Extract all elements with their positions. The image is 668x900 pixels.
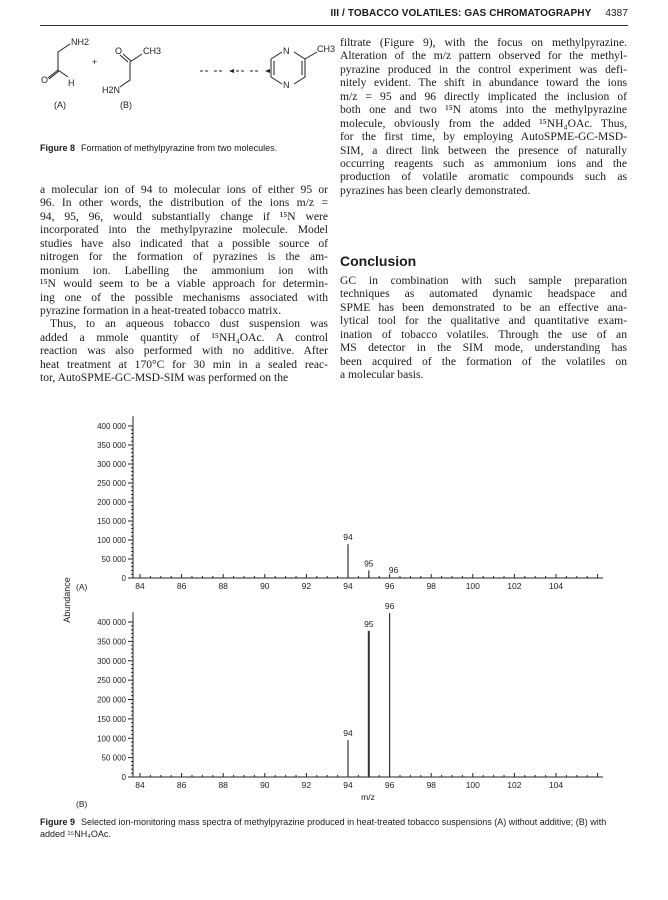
- text-line: lytical tool for the qualitative and quantitative exam-: [340, 314, 627, 328]
- figure-9-caption: [40, 816, 628, 840]
- panel-label: (A): [76, 582, 88, 592]
- x-tick-label: 96: [384, 581, 395, 591]
- x-tick-label: 94: [343, 581, 353, 591]
- text-line: been acquired of the formation of the volatiles on: [340, 354, 627, 368]
- text-line: 94, 95, 96, would substantially change if ¹⁵N were: [40, 209, 328, 223]
- panel-label: (B): [76, 799, 88, 809]
- text-line: SIM, a direct link between the presence of naturally: [340, 143, 627, 157]
- x-tick-label: 92: [301, 581, 312, 591]
- text-line: techniques as automated dynamic headspace and: [340, 287, 627, 301]
- text-line: a molecular ion of 94 to molecular ions of either 95 or: [40, 183, 328, 196]
- peak-label: 95: [364, 558, 374, 569]
- text-line: production of volatile aromatic compounds such as: [340, 170, 627, 184]
- text-line: Thus, to an aqueous tobacco dust suspension was: [50, 317, 328, 331]
- peak-label: 95: [364, 618, 374, 629]
- molecule-a-label: (A): [54, 100, 66, 110]
- section-title-conclusion: Conclusion: [340, 253, 417, 269]
- peak-label: 94: [343, 728, 353, 739]
- text-line: pyrazines has been clearly demonstrated.: [340, 183, 531, 197]
- y-tick-label: 250 000: [97, 676, 126, 686]
- text-line: pyrazine produced in the control experiment was defi-: [340, 62, 627, 76]
- ch3-label-b: CH3: [143, 46, 162, 56]
- text-line: nitely evident. The shift in abundance toward the ions: [340, 76, 627, 90]
- x-tick-label: 88: [218, 780, 228, 790]
- text-line: filtrate (Figure 9), with the focus on methylpyrazine.: [340, 36, 627, 49]
- y-tick-label: 50 000: [101, 753, 126, 763]
- text-line: 96. In other words, the distribution of the ions m/z =: [40, 196, 328, 210]
- plus-sign: +: [92, 57, 98, 67]
- oxygen-label-a: O: [41, 75, 49, 85]
- text-line: studies have also indicated that a possible source of: [40, 236, 328, 250]
- text-line: monium ion. Labelling the ammonium ion with: [40, 263, 328, 277]
- x-tick-label: 98: [426, 581, 436, 591]
- text-line: molecule, obviously from the added ¹⁵NH₄OAc. Thus,: [340, 116, 627, 130]
- nitrogen-label-1: N: [283, 46, 290, 56]
- text-line: pyrazine formation in a heat-treated tobacco matrix.: [40, 303, 282, 317]
- text-line: incorporated into the methylpyrazine molecule. Model: [40, 223, 328, 237]
- y-tick-label: 200 000: [97, 498, 126, 507]
- text-line: SPME has been demonstrated to be an effective ana-: [340, 300, 627, 314]
- running-header: [331, 8, 628, 19]
- page-number: 4387: [605, 8, 628, 19]
- text-line: a molecular basis.: [340, 368, 424, 382]
- y-tick-label: 250 000: [97, 479, 126, 488]
- text-line: MS detector in the SIM mode, understanding has: [340, 341, 627, 355]
- nh2-label: NH2: [71, 37, 90, 47]
- text-line: added a mmole quantity of ¹⁵NH₄OAc. A control: [40, 330, 328, 344]
- x-tick-label: 84: [135, 581, 145, 591]
- y-tick-label: 350 000: [97, 637, 126, 647]
- right-column-text: [340, 36, 627, 197]
- x-tick-label: 84: [135, 780, 145, 790]
- figure-9-chart: [0, 410, 668, 810]
- x-tick-label: 86: [176, 780, 187, 790]
- left-column-text: [40, 183, 328, 385]
- y-tick-label: 150 000: [97, 714, 126, 724]
- y-tick-label: 150 000: [97, 517, 126, 526]
- figure-8-caption: [40, 142, 277, 154]
- text-line: nitrogen for the formation of pyrazines is the am-: [40, 250, 328, 264]
- x-tick-label: 100: [465, 581, 480, 591]
- figure-9-caption-text: Selected ion-monitoring mass spectra of methylpyrazine produced in heat-treated tobacco suspensions (A) without additive; (B) with added ¹⁵NH₄OAc.: [40, 817, 607, 839]
- x-tick-label: 102: [507, 581, 522, 591]
- text-line: ing one of the possible mechanisms associated with: [40, 290, 328, 304]
- x-axis-title: m/z: [361, 792, 375, 802]
- x-tick-label: 94: [343, 780, 353, 790]
- peak-label: 94: [343, 532, 353, 543]
- x-tick-label: 104: [548, 780, 564, 790]
- nitrogen-label-2: N: [283, 80, 290, 90]
- text-line: occurring reagents such as ammonium ions and the: [340, 156, 627, 170]
- y-tick-label: 400 000: [97, 618, 126, 627]
- x-tick-label: 98: [426, 780, 436, 790]
- y-axis-title: Abundance: [62, 577, 72, 623]
- y-tick-label: 100 000: [97, 734, 126, 744]
- y-tick-label: 400 000: [97, 422, 126, 431]
- conclusion-text: [340, 274, 627, 382]
- text-line: ination of tobacco volatiles. Through the use of an: [340, 327, 627, 341]
- text-line: m/z = 95 and 96 directly implicated the inclusion of: [340, 89, 627, 103]
- peak-label: 96: [384, 601, 395, 612]
- figure-8-scheme: [40, 30, 340, 130]
- y-tick-label: 300 000: [97, 656, 126, 666]
- y-tick-label: 100 000: [97, 536, 126, 545]
- molecule-b-label: (B): [120, 100, 132, 110]
- h2n-label: H2N: [102, 85, 121, 95]
- x-tick-label: 102: [507, 780, 522, 790]
- text-line: both one and two ¹⁵N atoms into the methylpyrazine: [340, 103, 627, 117]
- figure-8-caption-text: Formation of methylpyrazine from two molecules.: [81, 143, 278, 153]
- text-line: tor, AutoSPME-GC-MSD-SIM was performed on the: [40, 371, 289, 385]
- y-tick-label: 200 000: [97, 695, 126, 705]
- text-line: Alteration of the m/z pattern observed for the methyl-: [340, 49, 627, 63]
- figure-8-label: Figure 8: [40, 143, 76, 153]
- header-rule: [40, 25, 628, 26]
- text-line: ¹⁵N would seem to be a viable approach for determin-: [40, 277, 328, 291]
- oxygen-label-b: O: [115, 46, 123, 56]
- figure-9-label: Figure 9: [40, 817, 76, 827]
- text-line: heat treatment at 170°C for 30 min in a sealed reac-: [40, 357, 328, 371]
- y-tick-label: 0: [121, 574, 126, 583]
- y-tick-label: 0: [121, 773, 126, 782]
- x-tick-label: 88: [218, 581, 228, 591]
- x-tick-label: 86: [176, 581, 187, 591]
- peak-label: 96: [388, 564, 399, 575]
- x-tick-label: 90: [260, 581, 270, 591]
- y-tick-label: 50 000: [101, 555, 126, 564]
- y-tick-label: 350 000: [97, 441, 126, 450]
- x-tick-label: 104: [548, 581, 564, 591]
- x-tick-label: 92: [301, 780, 312, 790]
- y-tick-label: 300 000: [97, 460, 126, 469]
- x-tick-label: 96: [384, 780, 395, 790]
- x-tick-label: 90: [260, 780, 270, 790]
- text-line: for the first time, by employing AutoSPME-GC-MSD-: [340, 130, 627, 144]
- ch3-label-pyrazine: CH3: [317, 44, 336, 54]
- hydrogen-label: H: [68, 78, 75, 88]
- text-line: reaction was also performed with no additive. After: [40, 344, 328, 358]
- text-line: GC in combination with such sample preparation: [340, 274, 627, 287]
- x-tick-label: 100: [465, 780, 480, 790]
- running-title: III / TOBACCO VOLATILES: GAS CHROMATOGRAPHY: [330, 8, 592, 19]
